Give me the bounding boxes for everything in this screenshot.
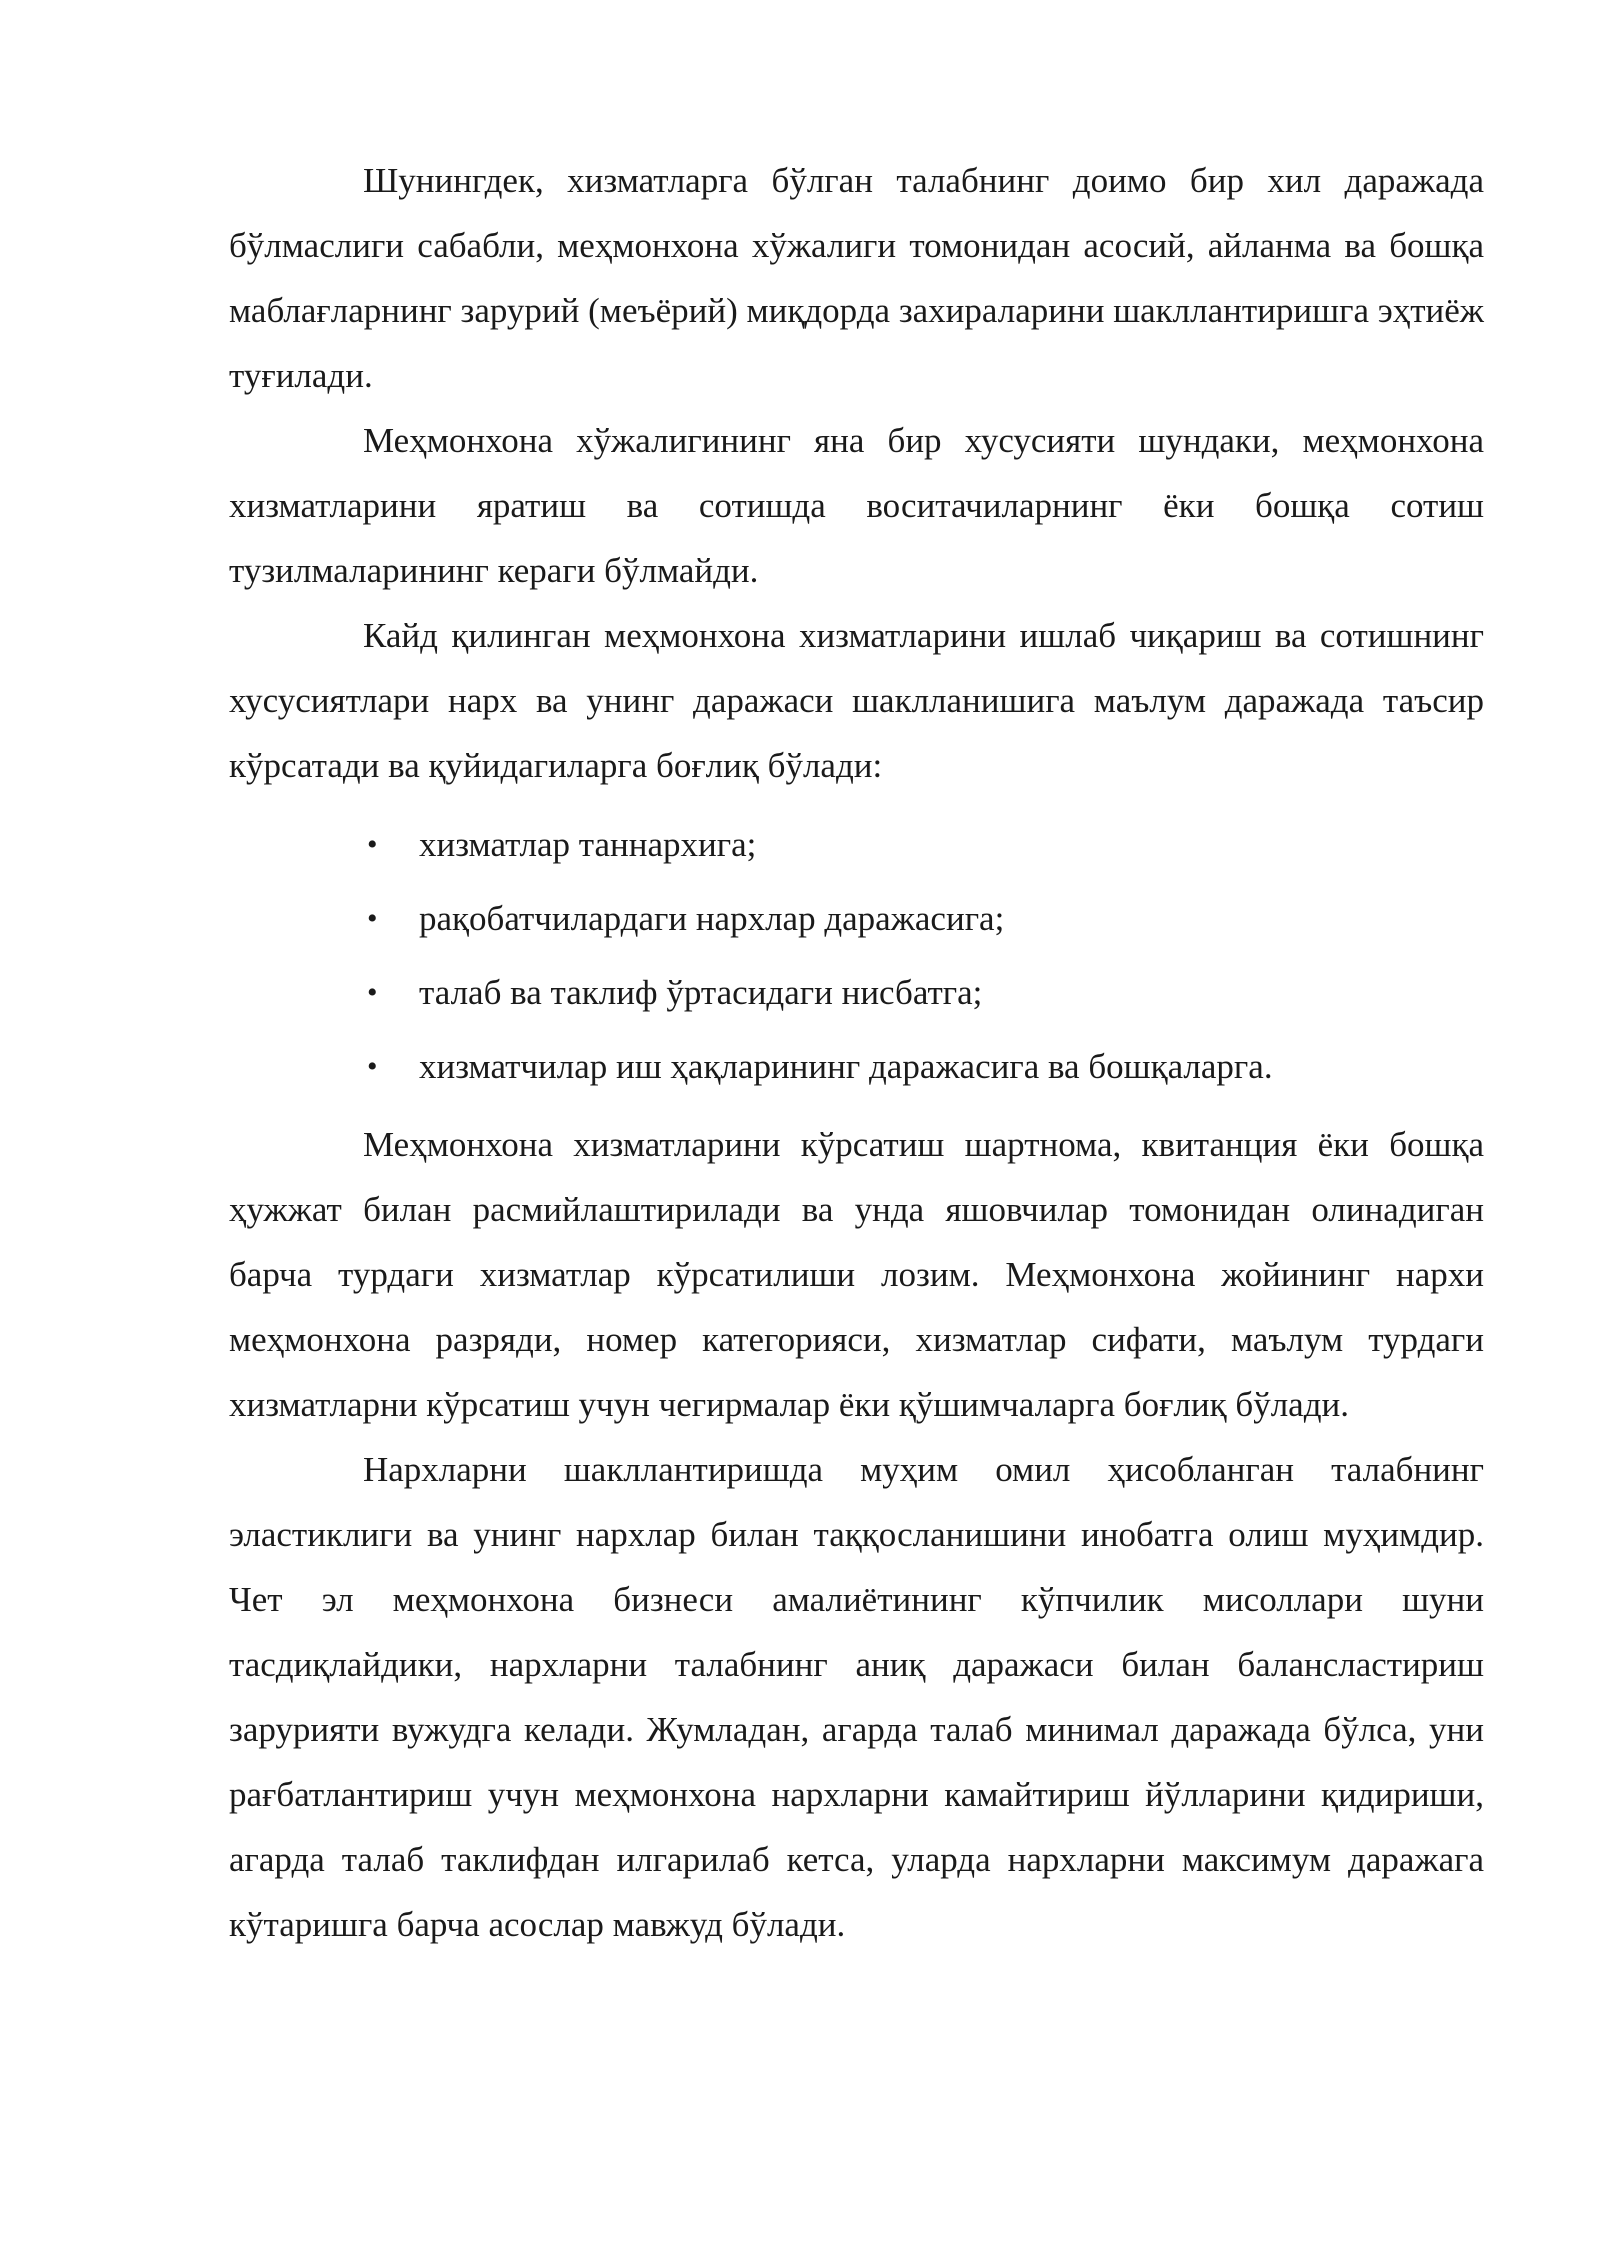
list-item-text: рақобатчилардаги нархлар даражасига; xyxy=(419,899,1005,938)
paragraph-4: Меҳмонхона хизматларини кўрсатиш шартнома, квитанция ёки бошқа ҳужжат билан расмийлаштирилади ва унда яшовчилар томонидан олинадиган барча турдаги хизматлар кўрсатилиши лозим. Меҳмонхона жойининг нархи меҳмонхона разряди, номер категорияси, хизматлар сифати, маълум турдаги хизматларни кўрсатиш учун чегирмалар ёки қўшимчаларга боғлиқ бўлади. xyxy=(229,1125,1484,1424)
document-body xyxy=(229,148,1484,1957)
paragraph-1: Шунингдек, хизматларга бўлган талабнинг доимо бир хил даражада бўлмаслиги сабабли, меҳмонхона хўжалиги томонидан асосий, айланма ва бошқа маблағларнинг зарурий (меъёрий) миқдорда захираларини шакллантиришга эҳтиёж туғилади. xyxy=(229,161,1484,395)
list-item xyxy=(229,1030,1484,1104)
paragraph-3: Кайд қилинган меҳмонхона хизматларини ишлаб чиқариш ва сотишнинг хусусиятлари нарх ва унинг даражаси шаклланишига маълум даражада таъсир кўрсатади ва қуйидагиларга боғлиқ бўлади: xyxy=(229,616,1484,785)
bullet-list xyxy=(229,808,1484,1104)
bullet-icon: • xyxy=(367,1050,378,1083)
list-item-text: талаб ва таклиф ўртасидаги нисбатга; xyxy=(419,973,983,1012)
list-item-text: хизматлар таннархига; xyxy=(419,825,757,864)
list-item-text: хизматчилар иш ҳақларининг даражасига ва бошқаларга. xyxy=(419,1047,1273,1086)
list-item xyxy=(229,956,1484,1030)
bullet-icon: • xyxy=(367,828,378,861)
bullet-icon: • xyxy=(367,976,378,1009)
list-item xyxy=(229,882,1484,956)
list-item xyxy=(229,808,1484,882)
paragraph-2: Меҳмонхона хўжалигининг яна бир хусусияти шундаки, меҳмонхона хизматларини яратиш ва сотишда воситачиларнинг ёки бошқа сотиш тузилмаларининг кераги бўлмайди. xyxy=(229,421,1484,590)
paragraph-5: Нархларни шакллантиришда муҳим омил ҳисобланган талабнинг эластиклиги ва унинг нархлар билан таққосланишини инобатга олиш муҳимдир. Чет эл меҳмонхона бизнеси амалиётининг кўпчилик мисоллари шуни тасдиқлайдики, нархларни талабнинг аниқ даражаси билан балансластириш зарурияти вужудга келади. Жумладан, агарда талаб минимал даражада бўлса, уни рағбатлантириш учун меҳмонхона нархларни камайтириш йўлларини қидириши, агарда талаб таклифдан илгарилаб кетса, уларда нархларни максимум даражага кўтаришга барча асослар мавжуд бўлади. xyxy=(229,1450,1484,1944)
bullet-icon: • xyxy=(367,902,378,935)
